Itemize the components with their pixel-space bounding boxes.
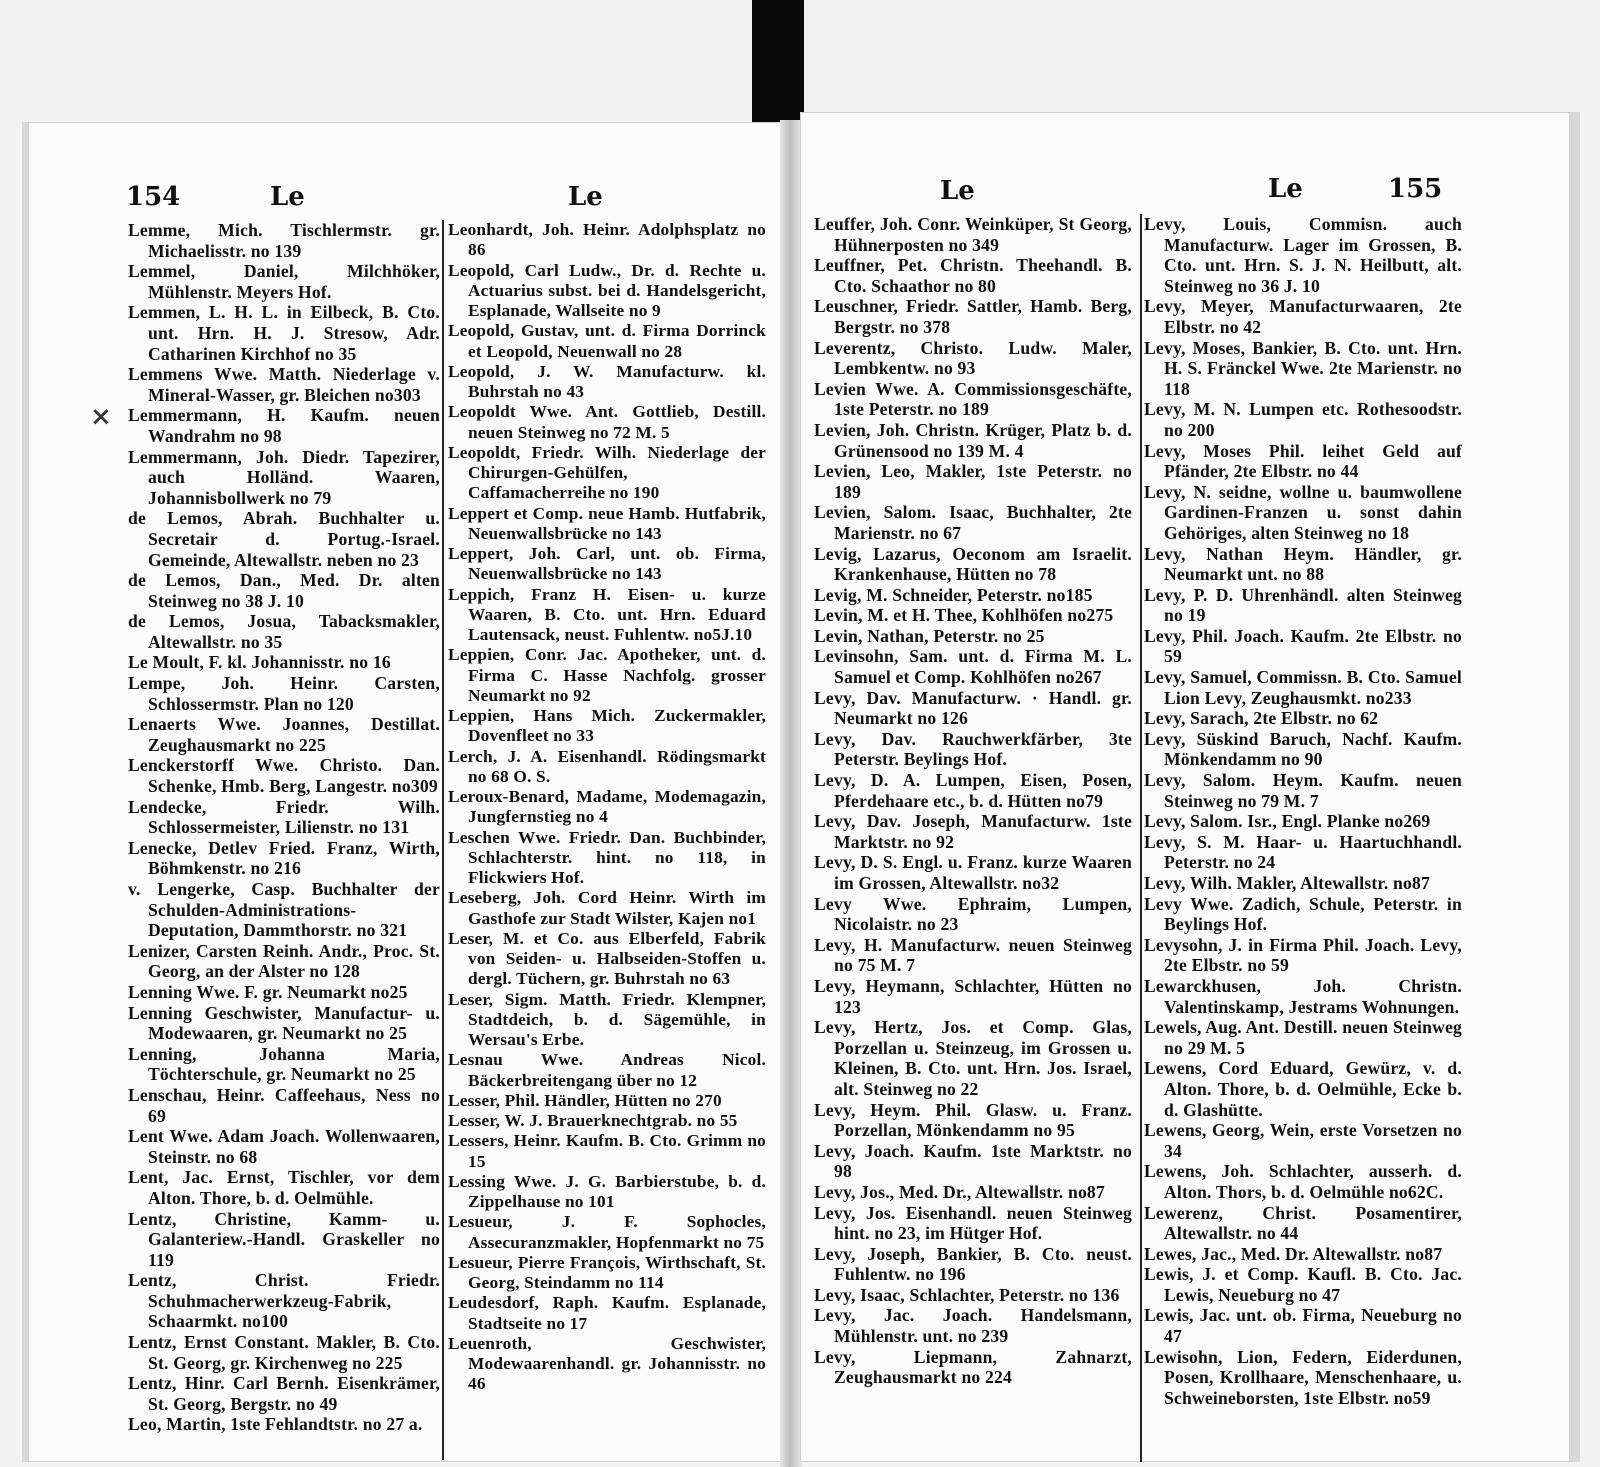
directory-entry: Levy, N. seidne, wollne u. baumwollene Gardinen-Franzen u. sonst dahin Gehöriges, alten Steinweg no 18 (1144, 481, 1462, 543)
directory-entry: Levy, Isaac, Schlachter, Peterstr. no 136 (814, 1284, 1120, 1305)
directory-entry: Levy, Nathan Heym. Händler, gr. Neumarkt unt. no 88 (1144, 543, 1462, 585)
directory-entry: v. Lengerke, Casp. Buchhalter der Schulden-Administrations-Deputation, Dammthorstr. no 321 (128, 879, 440, 941)
directory-entry: Lesnau Wwe. Andreas Nicol. Bäckerbreitengang über no 12 (448, 1050, 766, 1090)
directory-entry: Leudesdorf, Raph. Kaufm. Esplanade, Stadtseite no 17 (448, 1293, 766, 1333)
directory-entry: Lent Wwe. Adam Joach. Wollenwaaren, Steinstr. no 68 (128, 1126, 440, 1167)
directory-entry: Levy, D. S. Engl. u. Franz. kurze Waaren im Grossen, Altewallstr. no32 (814, 852, 1132, 893)
directory-entry: Levy, Jos. Eisenhandl. neuen Steinweg hint. no 23, im Hütger Hof. (814, 1202, 1132, 1244)
directory-entry: Leseberg, Joh. Cord Heinr. Wirth im Gasthofe zur Stadt Wilster, Kajen no1 (448, 888, 766, 928)
directory-entry: Lewens, Georg, Wein, erste Vorsetzen no 34 (1144, 1120, 1462, 1161)
running-head-left-2: Le (568, 182, 603, 212)
directory-entry: Lewens, Cord Eduard, Gewürz, v. d. Alton. Thore, b. d. Oelmühle, Ecke b. d. Glashütte. (1144, 1058, 1462, 1120)
column-divider-right (1140, 214, 1142, 1462)
directory-entry: Lemme, Mich. Tischlermstr. gr. Michaelisstr. no 139 (128, 220, 440, 261)
directory-entry: Levy, M. N. Lumpen etc. Rothesoodstr. no 200 (1144, 399, 1462, 440)
directory-entry: Levy, Jac. Joach. Handelsmann, Mühlenstr. unt. no 239 (814, 1305, 1132, 1347)
directory-entry: Leppien, Conr. Jac. Apotheker, unt. d. Firma C. Hasse Nachfolg. grosser Neumarkt no 92 (448, 645, 766, 705)
directory-entry: Lenning Geschwister, Manufactur- u. Modewaaren, gr. Neumarkt no 25 (128, 1002, 440, 1044)
directory-entry: Lentz, Christine, Kamm- u. Galanteriew.-Handl. Graskeller no 119 (128, 1208, 440, 1270)
directory-entry: Levy, Dav. Manufacturw. · Handl. gr. Neumarkt no 126 (814, 687, 1132, 729)
directory-entry: Levig, M. Schneider, Peterstr. no185 (814, 584, 1093, 605)
directory-entry: Levy, Louis, Commisn. auch Manufacturw. Lager im Grossen, B. Cto. unt. Hrn. S. J. N. Heilbutt, alt. Steinweg no 36 J. 10 (1144, 214, 1462, 296)
directory-entry: Levy, Heymann, Schlachter, Hütten no 123 (814, 975, 1132, 1017)
directory-entry: Lessing Wwe. J. G. Barbierstube, b. d. Zippelhause no 101 (448, 1171, 766, 1211)
directory-entry: Levy, Salom. Isr., Engl. Planke no269 (1144, 811, 1431, 832)
directory-entry: Leppich, Franz H. Eisen- u. kurze Waaren, B. Cto. unt. Hrn. Eduard Lautensack, neust. Fuhlentw. no5J.10 (448, 584, 766, 644)
directory-entry: Lesueur, J. F. Sophocles, Assecuranzmakler, Hopfenmarkt no 75 (448, 1212, 766, 1252)
left-column-2 (448, 220, 766, 1395)
directory-entry: Leopold, Gustav, unt. d. Firma Dorrinck et Leopold, Neuenwall no 28 (448, 321, 766, 361)
page-number-right: 155 (1388, 174, 1443, 204)
directory-entry: Levy, Joseph, Bankier, B. Cto. neust. Fuhlentw. no 196 (814, 1243, 1132, 1285)
directory-entry: Levin, M. et H. Thee, Kohlhöfen no275 (814, 605, 1114, 626)
directory-entry: Leser, Sigm. Matth. Friedr. Klempner, Stadtdeich, b. d. Sägemühle, in Wersau's Erbe. (448, 989, 766, 1049)
directory-entry: Lenning, Johanna Maria, Töchterschule, gr. Neumarkt no 25 (128, 1043, 440, 1085)
directory-entry: Lenaerts Wwe. Joannes, Destillat. Zeughausmarkt no 225 (128, 714, 440, 755)
book-gutter (780, 120, 802, 1467)
directory-entry: Levien Wwe. A. Commissionsgeschäfte, 1ste Peterstr. no 189 (814, 378, 1132, 420)
directory-entry: Lenecke, Detlev Fried. Franz, Wirth, Böhmkenstr. no 216 (128, 837, 440, 879)
page-number-left: 154 (126, 182, 181, 212)
directory-entry: Levien, Joh. Christn. Krüger, Platz b. d. Grünensood no 139 M. 4 (814, 419, 1132, 461)
pen-mark-cross: × (90, 402, 112, 432)
directory-entry: Lemmermann, H. Kaufm. neuen Wandrahm no 98 (128, 405, 440, 446)
directory-entry: Lentz, Hinr. Carl Bernh. Eisenkrämer, St. Georg, Bergstr. no 49 (128, 1373, 440, 1414)
directory-entry: Lewerenz, Christ. Posamentirer, Altewallstr. no 44 (1144, 1202, 1462, 1244)
directory-entry: Leuschner, Friedr. Sattler, Hamb. Berg, Bergstr. no 378 (814, 296, 1132, 337)
directory-entry: Leser, M. et Co. aus Elberfeld, Fabrik von Seiden- u. Halbseiden-Stoffen u. dergl. Tüchern, gr. Buhrstah no 63 (448, 928, 766, 989)
directory-entry: Levy, Moses Phil. leihet Geld auf Pfänder, 2te Elbstr. no 44 (1144, 440, 1462, 482)
right-page (800, 112, 1580, 1462)
directory-entry: de Lemos, Josua, Tabacksmakler, Altewallstr. no 35 (128, 611, 440, 652)
directory-entry: Lewis, Jac. unt. ob. Firma, Neueburg no 47 (1144, 1305, 1462, 1347)
directory-entry: Lentz, Christ. Friedr. Schuhmacherwerkzeug-Fabrik, Schaarmkt. no100 (128, 1270, 440, 1332)
directory-entry: Levy Wwe. Ephraim, Lumpen, Nicolaistr. no 23 (814, 893, 1132, 935)
directory-entry: Levy, Dav. Rauchwerkfärber, 3te Peterstr. Beylings Hof. (814, 728, 1132, 770)
directory-entry: Leopold, Carl Ludw., Dr. d. Rechte u. Actuarius subst. bei d. Handelsgericht, Esplanade, Wallseite no 9 (448, 260, 766, 320)
directory-entry: Leverentz, Christo. Ludw. Maler, Lembkentw. no 93 (814, 337, 1132, 379)
directory-entry: Lentz, Ernst Constant. Makler, B. Cto. St. Georg, gr. Kirchenweg no 225 (128, 1332, 440, 1373)
running-head-right-2: Le (1268, 174, 1303, 204)
directory-entry: Lemmen, L. H. L. in Eilbeck, B. Cto. unt. Hrn. H. J. Stresow, Adr. Catharinen Kirchhof no 35 (128, 302, 440, 364)
directory-entry: Levy, Wilh. Makler, Altewallstr. no87 (1144, 873, 1430, 893)
directory-entry: Leuenroth, Geschwister, Modewaarenhandl. gr. Johannisstr. no 46 (448, 1333, 766, 1394)
directory-entry: Lessers, Heinr. Kaufm. B. Cto. Grimm no 15 (448, 1131, 766, 1171)
directory-entry: Lent, Jac. Ernst, Tischler, vor dem Alton. Thore, b. d. Oelmühle. (128, 1167, 440, 1208)
directory-entry: Le Moult, F. kl. Johannisstr. no 16 (128, 652, 391, 673)
directory-entry: Levy, Samuel, Commissn. B. Cto. Samuel Lion Levy, Zeughausmkt. no233 (1144, 667, 1462, 708)
directory-entry: Lewis, J. et Comp. Kaufl. B. Cto. Jac. Lewis, Neueburg no 47 (1144, 1264, 1462, 1305)
directory-entry: Levysohn, J. in Firma Phil. Joach. Levy, 2te Elbstr. no 59 (1144, 934, 1462, 976)
directory-entry: Levy Wwe. Zadich, Schule, Peterstr. in Beylings Hof. (1144, 893, 1462, 935)
directory-entry: Lendecke, Friedr. Wilh. Schlossermeister, Lilienstr. no 131 (128, 796, 440, 838)
directory-entry: Leuffer, Joh. Conr. Weinküper, St Georg, Hühnerposten no 349 (814, 214, 1132, 255)
directory-entry: Levig, Lazarus, Oeconom am Israelit. Krankenhause, Hütten no 78 (814, 543, 1132, 585)
directory-entry: Leppien, Hans Mich. Zuckermakler, Dovenfleet no 33 (448, 706, 766, 746)
directory-entry: Levy, Joach. Kaufm. 1ste Marktstr. no 98 (814, 1140, 1132, 1182)
directory-entry: Levy, Sarach, 2te Elbstr. no 62 (1144, 708, 1379, 729)
directory-entry: Levy, Liepmann, Zahnarzt, Zeughausmarkt no 224 (814, 1346, 1132, 1388)
directory-entry: Levien, Leo, Makler, 1ste Peterstr. no 189 (814, 461, 1132, 502)
column-divider-left (442, 220, 444, 1460)
directory-entry: Lesser, Phil. Händler, Hütten no 270 (448, 1090, 722, 1110)
running-head-right-1: Le (940, 176, 975, 206)
directory-entry: Lenning Wwe. F. gr. Neumarkt no25 (128, 981, 408, 1002)
running-head-left-1: Le (270, 182, 305, 212)
right-column-2 (1144, 214, 1462, 1408)
directory-entry: Levy, D. A. Lumpen, Eisen, Posen, Pferdehaare etc., b. d. Hütten no79 (814, 770, 1132, 811)
directory-entry: Lerch, J. A. Eisenhandl. Rödingsmarkt no 68 O. S. (448, 746, 766, 786)
directory-entry: Levy, H. Manufacturw. neuen Steinweg no 75 M. 7 (814, 934, 1132, 976)
directory-entry: Lewels, Aug. Ant. Destill. neuen Steinweg no 29 M. 5 (1144, 1017, 1462, 1058)
directory-entry: Levin, Nathan, Peterstr. no 25 (814, 625, 1045, 646)
directory-entry: Lenizer, Carsten Reinh. Andr., Proc. St. Georg, an der Alster no 128 (128, 940, 440, 982)
directory-entry: Levinsohn, Sam. unt. d. Firma M. L. Samuel et Comp. Kohlhöfen no267 (814, 646, 1132, 688)
directory-entry: Leschen Wwe. Friedr. Dan. Buchbinder, Schlachterstr. hint. no 118, in Flickwiers Hof. (448, 827, 766, 887)
directory-entry: Lesser, W. J. Brauerknechtgrab. no 55 (448, 1111, 738, 1130)
right-column-1 (814, 214, 1132, 1388)
directory-entry: Levy, Süskind Baruch, Nachf. Kaufm. Mönkendamm no 90 (1144, 728, 1462, 770)
directory-entry: Levy, Jos., Med. Dr., Altewallstr. no87 (814, 1181, 1105, 1202)
directory-entry: Leopold, J. W. Manufacturw. kl. Buhrstah no 43 (448, 361, 766, 401)
directory-entry: Levy, P. D. Uhrenhändl. alten Steinweg no 19 (1144, 584, 1462, 626)
directory-entry: Lemmel, Daniel, Milchhöker, Mühlenstr. Meyers Hof. (128, 261, 440, 302)
directory-entry: Lemmermann, Joh. Diedr. Tapezirer, auch Holländ. Waaren, Johannisbollwerk no 79 (128, 446, 440, 508)
directory-entry: Leroux-Benard, Madame, Modemagazin, Jungfernstieg no 4 (448, 787, 766, 827)
directory-entry: Leopoldt Wwe. Ant. Gottlieb, Destill. neuen Steinweg no 72 M. 5 (448, 402, 766, 442)
directory-entry: Levy, S. M. Haar- u. Haartuchhandl. Peterstr. no 24 (1144, 831, 1462, 873)
directory-entry: Levy, Hertz, Jos. et Comp. Glas, Porzellan u. Steinzeug, im Grossen u. Kleinen, B. Cto. unt. Hrn. Jos. Israel, alt. Steinweg no 22 (814, 1017, 1132, 1099)
directory-entry: Leo, Martin, 1ste Fehlandtstr. no 27 a. (128, 1414, 423, 1435)
directory-entry: Lenckerstorff Wwe. Christo. Dan. Schenke, Hmb. Berg, Langestr. no309 (128, 755, 440, 797)
directory-entry: Lewes, Jac., Med. Dr. Altewallstr. no87 (1144, 1243, 1443, 1264)
directory-entry: Levy, Dav. Joseph, Manufacturw. 1ste Marktstr. no 92 (814, 811, 1132, 852)
directory-entry: Leppert et Comp. neue Hamb. Hutfabrik, Neuenwallsbrücke no 143 (448, 503, 766, 543)
directory-entry: de Lemos, Abrah. Buchhalter u. Secretair d. Portug.-Israel. Gemeinde, Altewallstr. neben no 23 (128, 508, 440, 570)
directory-entry: Levy, Salom. Heym. Kaufm. neuen Steinweg no 79 M. 7 (1144, 770, 1462, 811)
directory-entry: Levy, Meyer, Manufacturwaaren, 2te Elbstr. no 42 (1144, 296, 1462, 337)
directory-entry: Lewisohn, Lion, Federn, Eiderdunen, Posen, Krollhaare, Menschenhaare, u. Schweineborsten, 1ste Elbstr. no59 (1144, 1346, 1462, 1408)
left-column-1 (128, 220, 440, 1435)
directory-entry: Lemmens Wwe. Matth. Niederlage v. Mineral-Wasser, gr. Bleichen no303 (128, 364, 440, 405)
directory-entry: Leppert, Joh. Carl, unt. ob. Firma, Neuenwallsbrücke no 143 (448, 544, 766, 584)
directory-entry: Levien, Salom. Isaac, Buchhalter, 2te Marienstr. no 67 (814, 502, 1132, 543)
directory-entry: Lewarckhusen, Joh. Christn. Valentinskamp, Jestrams Wohnungen. (1144, 975, 1462, 1017)
left-page (22, 122, 798, 1462)
directory-entry: Leuffner, Pet. Christn. Theehandl. B. Cto. Schaathor no 80 (814, 255, 1132, 296)
directory-entry: Levy, Heym. Phil. Glasw. u. Franz. Porzellan, Mönkendamm no 95 (814, 1099, 1132, 1141)
directory-entry: Lesueur, Pierre François, Wirthschaft, St. Georg, Steindamm no 114 (448, 1252, 766, 1292)
directory-entry: Leonhardt, Joh. Heinr. Adolphsplatz no 86 (448, 220, 766, 260)
directory-entry: de Lemos, Dan., Med. Dr. alten Steinweg no 38 J. 10 (128, 570, 440, 611)
directory-entry: Levy, Moses, Bankier, B. Cto. unt. Hrn. H. S. Fränckel Wwe. 2te Marienstr. no 118 (1144, 337, 1462, 399)
directory-entry: Lewens, Joh. Schlachter, ausserh. d. Alton. Thors, b. d. Oelmühle no62C. (1144, 1161, 1462, 1202)
directory-entry: Leopoldt, Friedr. Wilh. Niederlage der Chirurgen-Gehülfen, Caffamacherreihe no 190 (448, 442, 766, 503)
directory-entry: Lenschau, Heinr. Caffeehaus, Ness no 69 (128, 1084, 440, 1126)
directory-entry: Lempe, Joh. Heinr. Carsten, Schlossermstr. Plan no 120 (128, 673, 440, 714)
directory-entry: Levy, Phil. Joach. Kaufm. 2te Elbstr. no 59 (1144, 625, 1462, 667)
